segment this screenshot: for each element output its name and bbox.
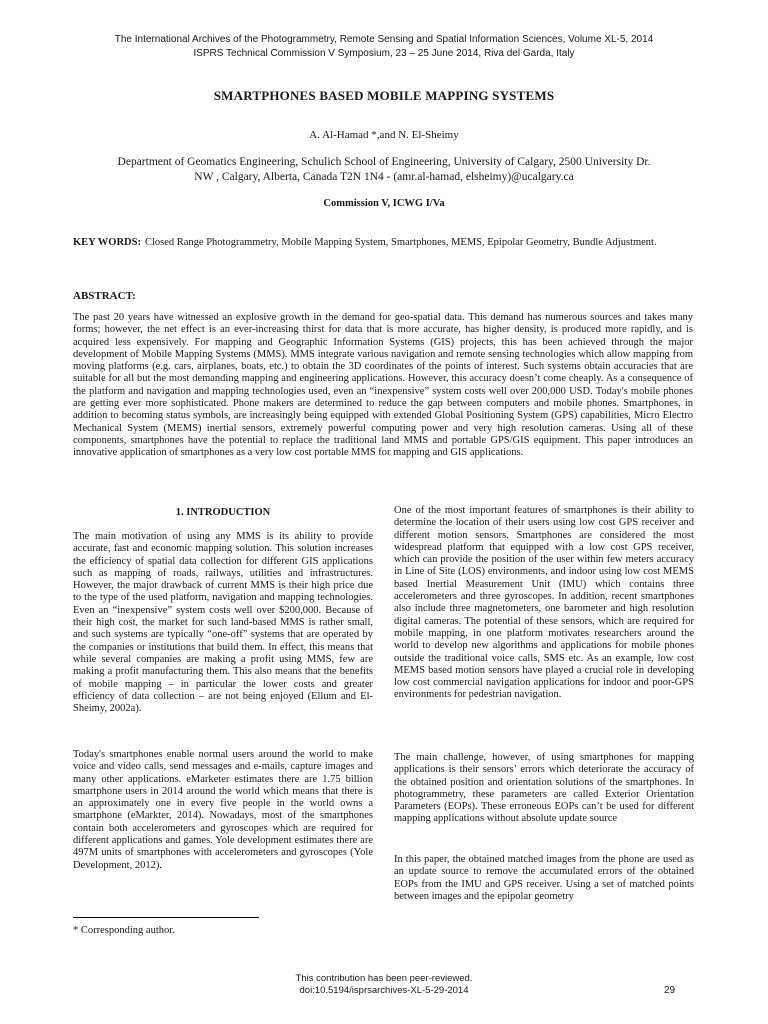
affiliation-line2: NW , Calgary, Alberta, Canada T2N 1N4 - (amr.al-hamad, elsheimy)@ucalgary.ca — [194, 171, 574, 183]
right-paragraph-3: In this paper, the obtained matched images from the phone are used as an update source to remove the accumulated errors of the obtained EOPs from the IMU and GPS receiver. Using a set of matched points between images and the epipolar geometry — [394, 854, 694, 902]
doi: doi:10.5194/isprsarchives-XL-5-29-2014 — [299, 985, 469, 996]
journal-header-line1: The International Archives of the Photogrammetry, Remote Sensing and Spatial Information Sciences, Volume XL-5, 2014 — [114, 34, 654, 45]
keywords-text: Closed Range Photogrammetry, Mobile Mapping System, Smartphones, MEMS, Epipolar Geometry, Bundle Adjustment. — [144, 237, 657, 248]
right-paragraph-1: One of the most important features of smartphones is their ability to determine the location of their users using low cost GPS receiver and different motion sensors. Smartphones are considered the most widespread platform that equipped with a low cost GPS receiver, which can provide the position of the user within few meters accuracy in Line of Site (LOS) environments, and indoor using low cost MEMS based Inertial Measurement Unit (IMU) which contains three accelerometers and three gyroscopes. In addition, recent smartphones also include three magnetometers, one barometer and high resolution digital cameras. The potential of these sensors, which are required for mobile mapping, in one platform motivates researchers around the world to develop new algorithms and applications for mobile phones outside the traditional voice calls, SMS etc. As an example, low cost MEMS based motion sensors have played a crucial role in developing low cost commercial navigation applications for indoor and poor-GPS environments for pedestrian navigation. — [394, 505, 694, 701]
footnote-rule — [73, 917, 259, 918]
keywords-label: KEY WORDS: — [73, 237, 141, 248]
page-number: 29 — [664, 985, 676, 996]
authors: A. Al-Hamad *,and N. El-Sheimy — [309, 129, 459, 141]
commission: Commission V, ICWG I/Va — [323, 198, 445, 209]
abstract-heading: ABSTRACT: — [73, 290, 136, 302]
affiliation-line1: Department of Geomatics Engineering, Schulich School of Engineering, University of Calgary, 2500 University Dr. — [117, 156, 651, 168]
keywords-block — [73, 237, 693, 250]
journal-header-line2: ISPRS Technical Commission V Symposium, 23 – 25 June 2014, Riva del Garda, Italy — [193, 48, 575, 59]
peer-review-note: This contribution has been peer-reviewed. — [295, 973, 473, 984]
intro-paragraph-1: The main motivation of using any MMS is its ability to provide accurate, fast and economic mapping solution. This solution increases the efficiency of spatial data collection for different GIS applications such as mapping of roads, railways, utilities and infrastructures. However, the major drawback of current MMS is their high price due to the type of the used platform, navigation and mapping technologies. Even an “inexpensive” system costs well over $200,000. Because of their high cost, the market for such land-based MMS is rather small, and such systems are typically “one-off” systems that are operated by the companies or institutions that build them. In effect, this means that while several companies are making a profit using MMS, few are making a profit manufacturing them. This also means that the benefits of mobile mapping – in particular the lower costs and greater efficiency of data collection – are not being enjoyed (Ellum and El-Sheimy, 2002a). — [73, 531, 373, 715]
footnote: * Corresponding author. — [73, 925, 175, 936]
intro-paragraph-2: Today's smartphones enable normal users around the world to make voice and video calls, send messages and e-mails, capture images and many other applications. eMarketer estimates there are 1.75 billion smartphone users in 2014 around the world which means that there is an approximately one in every five people in the world owns a smartphone (eMarkter, 2014). Nowadays, most of the smartphones contain both accelerometers and gyroscopes which are required for different applications and games. Yole development estimates there are 497M units of smartphones with accelerometers and gyroscopes (Yole Development, 2012). — [73, 749, 373, 871]
paper-title: SMARTPHONES BASED MOBILE MAPPING SYSTEMS — [213, 88, 555, 103]
right-paragraph-2: The main challenge, however, of using smartphones for mapping applications is their sensors’ errors which deteriorate the accuracy of the obtained position and orientation solutions of the smartphones. In photogrammetry, these parameters are called Exterior Orientation Parameters (EOPs). These erroneous EOPs can’t be used for different mapping applications without absolute update source — [394, 752, 694, 825]
section-heading-introduction: 1. INTRODUCTION — [175, 507, 271, 518]
abstract-text: The past 20 years have witnessed an explosive growth in the demand for geo-spatial data. This demand has numerous sources and takes many forms; however, the net effect is an ever-increasing thirst for data that is more accurate, has higher density, is produced more rapidly, and is acquired less expensively. For mapping and Geographic Information Systems (GIS) projects, this has been achieved through the major development of Mobile Mapping Systems (MMS). MMS integrate various navigation and remote sensing technologies which allow mapping from moving platforms (e.g. cars, airplanes, boats, etc.) to obtain the 3D coordinates of the points of interest. Such systems obtain accuracies that are suitable for all but the most demanding mapping and engineering applications. However, this accuracy doesn’t come cheaply. As a consequence of the platform and navigation and mapping technologies used, even an “inexpensive” system costs well over 200,000 USD. Today's mobile phones are getting ever more sophisticated. Phone makers are determined to reduce the gap between computers and mobile phones. Smartphones, in addition to becoming status symbols, are increasingly being equipped with extended Global Positioning System (GPS) capabilities, Micro Electro Mechanical System (MEMS) inertial sensors, extremely powerful computing power and very high resolution cameras. Using all of these components, smartphones have the potential to replace the traditional land MMS and portable GPS/GIS equipment. This paper introduces an innovative application of smartphones as a very low cost portable MMS for mapping and GIS applications. — [73, 312, 693, 459]
